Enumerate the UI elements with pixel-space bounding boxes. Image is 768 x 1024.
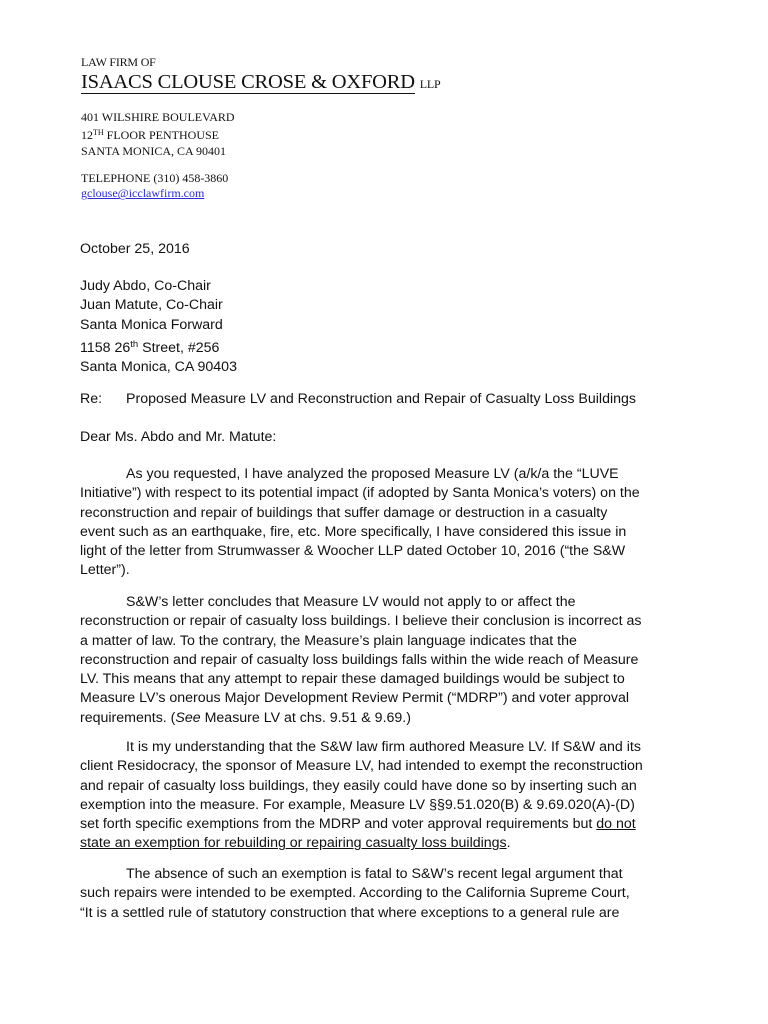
paragraph-line: S&W’s letter concludes that Measure LV would not apply to or affect the (126, 594, 576, 610)
paragraph-line: Letter”). (80, 562, 130, 579)
text-run: Measure LV at chs. 9.51 & 9.69.) (200, 709, 411, 726)
paragraph-line: “It is a settled rule of statutory construction that where exceptions to a general rule are (80, 904, 620, 921)
text-run: . (506, 835, 511, 852)
text-run: set forth specific exemptions from the MDRP and voter approval requirements but (80, 816, 597, 833)
italic-see: See (175, 709, 201, 726)
firm-address (81, 110, 235, 159)
paragraph-line: Initiative”) with respect to its potential impact (if adopted by Santa Monica’s voters) on the (80, 485, 640, 502)
recipient-line: Judy Abdo, Co-Chair (80, 278, 211, 294)
street-number: 1158 26 (80, 339, 131, 356)
paragraph-line (80, 815, 643, 834)
paragraph-line: It is my understanding that the S&W law firm authored Measure LV. If S&W and its (126, 739, 641, 755)
paragraph-line (80, 834, 643, 853)
firm-name-text: ISAACS CLOUSE CROSE & OXFORD (81, 71, 415, 93)
salutation: Dear Ms. Abdo and Mr. Matute: (80, 429, 277, 445)
underlined-text: state an exemption for rebuilding or repairing casualty loss buildings (80, 835, 507, 852)
recipient-line: Santa Monica Forward (80, 316, 223, 333)
re-line (80, 390, 636, 409)
email-link[interactable]: gclouse@icclawfirm.com (81, 186, 205, 201)
paragraph-line: event such as an earthquake, fire, etc. More specifically, I have considered this issue in (80, 523, 627, 540)
underlined-text: do not (596, 816, 636, 833)
paragraph-line: reconstruction and repair of casualty loss buildings falls within the wide reach of Measure (80, 651, 639, 668)
street-rest: Street, #256 (138, 339, 220, 356)
paragraph-1 (80, 465, 640, 581)
street-suffix: th (130, 338, 139, 350)
floor-rest: FLOOR PENTHOUSE (106, 128, 220, 143)
text-run: requirements. ( (80, 709, 176, 726)
paragraph-line: light of the letter from Strumwasser & Woocher LLP dated October 10, 2016 (“the S&W (80, 543, 626, 560)
paragraph-line: The absence of such an exemption is fatal to S&W’s recent legal argument that (126, 866, 623, 882)
paragraph-line: client Residocracy, the sponsor of Measure LV, had intended to exempt the reconstruction (80, 758, 643, 775)
firm-suffix: LLP (419, 77, 441, 91)
paragraph-line: a matter of law. To the contrary, the Measure’s plain language indicates that the (80, 632, 577, 649)
recipient-street (80, 335, 237, 358)
paragraph-line: As you requested, I have analyzed the proposed Measure LV (a/k/a the “LUVE (126, 466, 619, 482)
recipient-line: Juan Matute, Co-Chair (80, 297, 223, 314)
paragraph-2 (80, 593, 641, 728)
paragraph-line (80, 709, 641, 728)
address-line-3: SANTA MONICA, CA 90401 (81, 143, 227, 158)
paragraph-line: Measure LV’s onerous Major Development Review Permit (“MDRP”) and voter approval (80, 690, 630, 707)
paragraph-line: and repair of casualty loss buildings, they easily could have done so by inserting such an (80, 777, 637, 794)
re-subject: Proposed Measure LV and Reconstruction and Repair of Casualty Loss Buildings (126, 391, 636, 407)
paragraph-line: such repairs were intended to be exempted. According to the California Supreme Court, (80, 885, 630, 902)
floor-number: 12 (81, 128, 93, 143)
letter-date: October 25, 2016 (80, 241, 190, 257)
floor-suffix: TH (93, 128, 104, 138)
paragraph-4 (80, 865, 630, 923)
telephone: TELEPHONE (310) 458-3860 (81, 171, 229, 185)
recipient-line: Santa Monica, CA 90403 (80, 359, 237, 376)
address-line-2 (81, 125, 235, 143)
recipient-block (80, 277, 237, 377)
paragraph-3 (80, 738, 643, 854)
firm-contact (81, 171, 228, 202)
firm-prefix: LAW FIRM OF (81, 55, 156, 69)
firm-name (81, 71, 441, 94)
paragraph-line: reconstruction or repair of casualty loss buildings. I believe their conclusion is incorrect as (80, 613, 642, 630)
paragraph-line: LV. This means that any attempt to repair these damaged buildings would be subject to (80, 671, 625, 688)
paragraph-line: reconstruction and repair of buildings that suffer damage or destruction in a casualty (80, 504, 608, 521)
paragraph-line: exemption into the measure. For example, Measure LV §§9.51.020(B) & 9.69.020(A)-(D) (80, 796, 635, 813)
re-label: Re: (80, 391, 103, 407)
address-line-1: 401 WILSHIRE BOULEVARD (81, 110, 235, 124)
